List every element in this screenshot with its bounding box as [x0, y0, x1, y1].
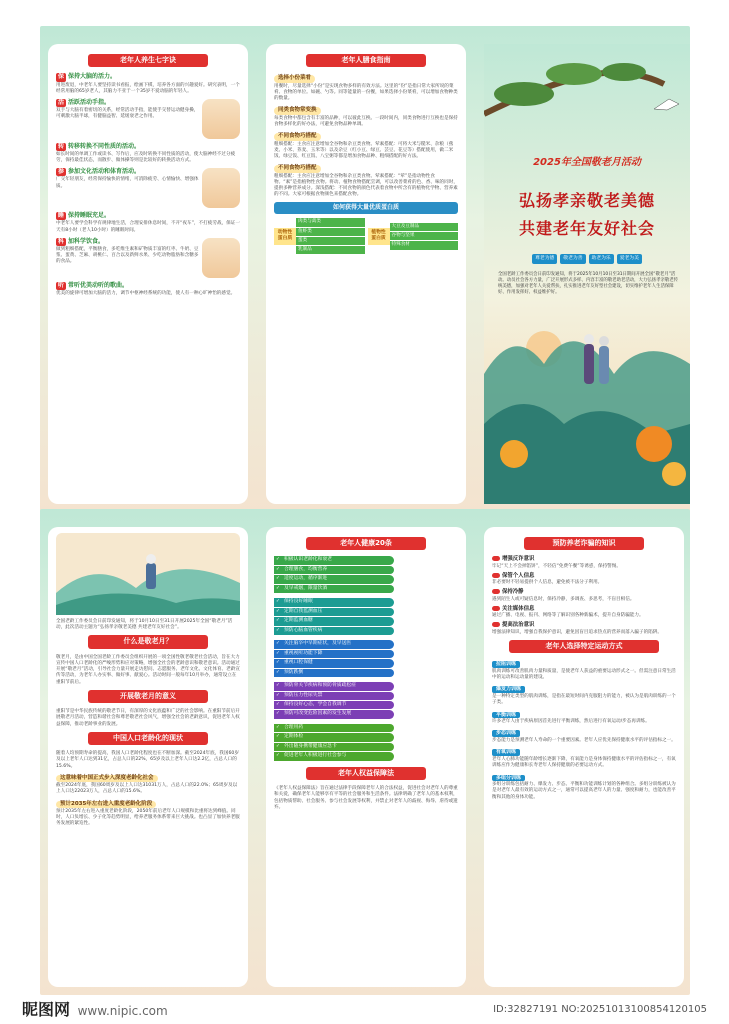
tip-title-text: 保持睡眠充足。 — [68, 212, 111, 220]
tip-item — [56, 212, 240, 233]
health-item — [274, 640, 458, 648]
health-item-label: ✓ 保持良好睡眠 — [274, 598, 394, 606]
diet-text: 用餐时，尽量选择“小份”是实现食物多样的有效方法。这里的“份”是指日常大家所说的菜肴、食物的单位。如碗、勺等。同等能量的一份餐，如果选择小份菜肴，可以增加食物种类的数量。 — [274, 83, 458, 102]
tip-body — [56, 212, 240, 233]
fraud-bullet-icon — [492, 573, 500, 578]
health-item-label: ✓ 积极认识老龄化和衰老 — [274, 556, 394, 564]
tip-title-text: 转移转换不同性质的活动。 — [68, 142, 141, 150]
tip-title-text: 活跃活动手指。 — [68, 98, 111, 106]
tip-item — [56, 143, 240, 164]
health-item-label: ✓ 预防心脑血管疾病 — [274, 627, 394, 635]
diet-subtitle: 不同食物巧搭配 — [274, 165, 321, 172]
fraud-title — [492, 556, 676, 563]
fraud-text: 遇到陌生人或可疑信息时，保持冷静，多调查、多思考，不盲目相信。 — [492, 596, 635, 602]
health-item — [274, 733, 458, 741]
diet-subtitle: 不同食物巧搭配 — [274, 133, 321, 140]
tip-title — [56, 73, 240, 81]
health-item-label: ✓ 定期体检 — [274, 733, 394, 741]
tip-key: 转 — [58, 142, 65, 150]
exercise-text: 肌肉训练可改善肌肉力量和质量，是使老年人获益的重要运动形式之一。但需注意日常生活中的运动和运动量的建设。 — [492, 669, 676, 681]
cover-panel — [484, 44, 690, 504]
panel-title: 老年人养生七字诀 — [88, 54, 208, 67]
tip-text: 双手与大脑有着密切的关系，经常活动手指，能使手交替运动健身操，可刺激大脑半球，有健脑益智、延缓衰老之作用。 — [56, 108, 199, 120]
exercise-list — [492, 659, 676, 801]
tip-illustration — [202, 238, 240, 278]
diet-text: 粗细搭配：主食应注意增加全谷物和杂豆类食物。荤素搭配：“荤”是指动物性食物。“素”是指植物性食物。将动、植物食物搭配烹调，可以改善菜肴的色、香、味的同时，提供多种营养成分。深浅搭配：不同食物的颜色代表着食物中所含有的植物化学物、营养素的不同。大家可根据食物颜色来搭配食物。 — [274, 173, 458, 198]
health-item-label: ✓ 保持良好心态，学会自我调节 — [274, 701, 394, 709]
panel-health-20 — [266, 527, 466, 987]
health-item-label: ✓ 预防骨关节疾病和预防骨质疏松症 — [274, 682, 394, 690]
tip-item — [56, 282, 240, 297]
health-item — [274, 575, 458, 583]
panel-anti-fraud — [484, 527, 684, 987]
fraud-bullet-icon — [492, 622, 500, 627]
panel-title: 老年人健康20条 — [306, 537, 426, 550]
health-item-label: ✓ 关注脑卒中早期症状，及早送医 — [274, 640, 394, 648]
health-item — [274, 650, 458, 658]
tip-text: 用进废退，中老年人要坚持读书看报，绘画下棋，培养各方面的兴趣爱好。研究表明，一个经常用脑的65岁老人，其脑力不亚于一个35岁不爱动脑的年轻人。 — [56, 82, 240, 94]
health-group — [274, 724, 458, 761]
tip-item — [56, 168, 240, 208]
tip-text: 做到粗细搭配，平衡膳食，多吃维生素和矿物质丰富的红枣、牛奶、豆浆、蛋黄、芝麻、胡桃仁、百合以及新鲜水果、少吃动物脂肪和含糖多的食品。 — [56, 246, 199, 265]
health-item-label: ✓ 促进老年人积极进行社会参与 — [274, 752, 394, 760]
health-group — [274, 598, 458, 635]
footer-logo: 昵图网 — [22, 1000, 71, 1020]
tip-title-text: 常听优美动听的歌曲。 — [68, 281, 129, 289]
tip-key: 活 — [58, 98, 65, 106]
tip-text: 中老年人要学会科学有规律地生活，合理安排休息时间，不开“夜车”，不打疲劳战，保证一天有8小时（老人10小时）的睡眠时间。 — [56, 221, 240, 233]
tip-title-text: 加科学饮食。 — [68, 237, 105, 245]
protein-item: 蛋类 — [296, 237, 365, 245]
section-text: 重阳节是中华民族传统的敬老节日，有深厚的文化底蕴和广泛的社会影响。在重阳节前后开展敬老月活动，营造和谐社会和尊老敬老社会风气，增强全社会的老龄意识，促进老年人权益保障，推动老龄事业的发展。 — [56, 709, 240, 727]
health-group — [274, 556, 458, 593]
protein-items — [390, 222, 459, 251]
diet-subtitle: 选择小份菜肴 — [274, 75, 315, 82]
health-item-label: ✓ 适度运动，循序渐进 — [274, 575, 394, 583]
tip-item — [56, 73, 240, 94]
fraud-item — [492, 589, 676, 602]
panel-health-tips — [48, 44, 248, 504]
fraud-title-text: 保管个人信息 — [502, 572, 535, 579]
tip-illustration — [202, 99, 240, 139]
health-item-label: ✓ 重视口腔保健 — [274, 659, 394, 667]
exercise-title: 步态训练 — [492, 730, 520, 737]
exercise-text: 老年人心肺功能随年龄增长逐渐下降，有氧能力是身体保持健康水平的评估指标之一，有氧训练应作为健康和长寿老年人保持健康的必要运动方式。 — [492, 757, 676, 769]
tip-title — [56, 282, 240, 290]
brochure-inside — [40, 509, 690, 995]
fraud-item — [492, 556, 676, 569]
health-item — [274, 682, 458, 690]
health-item — [274, 566, 458, 574]
health-item — [274, 585, 458, 593]
fraud-item — [492, 573, 676, 586]
health-item — [274, 627, 458, 635]
rights-text: 《老年人权益保障法》旨在通过法律手段保障老年人的合法权益，促进社会对老年人的尊重和关爱，确保老年人能够享有平等的社会服务和生活条件。法律明确了老年人的基本权利，包括物质帮助、社会服务、参与社会发展等权利，并禁止对老年人的歧视、侮辱、虐待或遗弃。 — [274, 786, 458, 810]
health-groups — [274, 556, 458, 760]
fraud-bullet-icon — [492, 606, 500, 611]
section-title: 中国人口老龄化的现状 — [88, 732, 208, 745]
panel-title: 预防养老诈骗的知识 — [524, 537, 644, 550]
tip-title — [56, 168, 199, 176]
health-item-label: ✓ 重视视听功能下降 — [274, 650, 394, 658]
health-item — [274, 692, 458, 700]
panel-elder-month — [48, 527, 248, 987]
fraud-text: 通过广播、电视、报刊、网络等了解识别各种新骗术，提升自身防骗能力。 — [492, 613, 644, 619]
fraud-text: 牢记“天上不会掉馅饼”，不轻信“免费午餐”等诱惑，保持警惕。 — [492, 563, 621, 569]
tip-body — [56, 73, 240, 94]
exercise-title: 拉阻训练 — [492, 661, 520, 668]
section-title: 开展敬老月的意义 — [88, 690, 208, 703]
health-item — [274, 669, 458, 677]
rights-title: 老年人权益保障法 — [306, 767, 426, 780]
health-item-label: ✓ 合理用药 — [274, 724, 394, 732]
health-item-label: ✓ 预防跌倒 — [274, 669, 394, 677]
health-item — [274, 752, 458, 760]
tips-list — [56, 73, 240, 297]
protein-item: 大豆及豆制品 — [390, 223, 459, 231]
cover-slogan-2: 共建老年友好社会 — [518, 219, 655, 238]
health-item — [274, 659, 458, 667]
tip-title — [56, 99, 199, 107]
health-item — [274, 617, 458, 625]
illustration-elder-scene — [56, 533, 240, 615]
health-item-label: ✓ 定期自我监测血压 — [274, 608, 394, 616]
panel-diet-guide — [266, 44, 466, 504]
health-group — [274, 640, 458, 677]
fraud-title-text: 关注媒体信息 — [502, 605, 535, 612]
fraud-title — [492, 622, 676, 629]
fraud-title-text: 提高法治意识 — [502, 622, 535, 629]
health-item — [274, 608, 458, 616]
exercise-text: 步态能力是预测老年人寿命的一个重要因素。老年人应优先保持健康水平的评估指标之一。 — [492, 738, 676, 744]
health-item — [274, 710, 458, 718]
watermark-footer — [0, 996, 729, 1024]
diet-subtitle: 同类食物常变换 — [274, 107, 321, 114]
fraud-item — [492, 622, 676, 635]
diet-text: 每类食物中都包含有丰富的品种，可以彼此互换。一段时间内，同类食物进行互换也是保持食物多样化的好办法，可避免食物品种单调。 — [274, 115, 458, 128]
fraud-list — [492, 556, 676, 635]
cover-tag: 助老为乐 — [589, 254, 614, 264]
intro-text: 全国老龄工作委员会日前印发通知，将于10月10日至31日开展2025年全国“敬老月”活动，此次活动主题为“弘扬孝亲敬老美德 共建老年友好社会”。 — [56, 619, 233, 631]
tip-key: 听 — [58, 281, 65, 289]
tip-title — [56, 238, 199, 246]
sub-text: 截至2024年底，我国60周岁及以上人口达31031万人，占总人口的22.0%；65周岁及以上人口达22023万人，占总人口的15.6%。 — [56, 783, 238, 795]
section-title: 什么是敬老月？ — [88, 635, 208, 648]
health-group — [274, 682, 458, 719]
subtitle: 这意味着中国正式步入深度老龄化社会 — [56, 775, 158, 782]
exercise-text: 多组分训练包括耐力、爆发力、步态、平衡和功能训练计划的各种组合。多组分训练被认为是对老年人最有效的运动方式之一，通常可以提高老年人的力量、强度和耐力，也能改善平衡和其他的身体功能。 — [492, 782, 676, 800]
tip-title-text: 参加文化活动和体育活动。 — [68, 168, 141, 176]
cover-slogan-1: 弘扬孝亲敬老美德 — [518, 191, 655, 210]
tip-key: 科 — [58, 237, 65, 245]
health-item-label: ✓ 外出随身携带健康应急卡 — [274, 743, 394, 751]
tip-title-text: 保持大脑的活力。 — [68, 73, 117, 81]
exercise-title: 有氧训练 — [492, 749, 520, 756]
diet-text: 粗细搭配：主食应注意增加全谷物和杂豆类食物。荤素搭配：可将大米与糙米、杂粮（燕麦、小米、荞麦、玉米等）以及杂豆（红小豆、绿豆、芸豆、花豆等）搭配使用，做二米饭、绿豆饭、红豆饭、八宝粥等都是增加食物品种、粗细搭配的好方法。 — [274, 141, 454, 160]
fraud-title — [492, 589, 676, 596]
section-text: 敬老月，是由中国全国老龄工作委员会组织开展的一项全国性敬老敬老社会活动，旨在大力宣传中国人口老龄化的严峻形势和应对策略，增强全社会的老龄意识和敬老意识。活动通过开展“敬老月”活动，引导社会力量开展走访慰问、志愿服务、老年文化、文化体育、老龄宣传等活动，为老年人办实事、做好事、献爱心。活动时间一般每年10月举办，通常设立在重阳节前后。 — [56, 654, 240, 685]
cover-intro: 全国老龄工作委员会日前印发通知，将于2025年10月10日至31日期间开展全国“敬老月”活动。动员社会各方力量，广泛开展形式多样、内容丰富的敬老助老活动，大力弘扬孝亲敬老传统美德，加强对老年人关爱帮扶，扎实推进老年友好型社会建设，切实维护老年人生活保障好、作用发挥好、权益维护好。 — [498, 272, 679, 295]
tip-key: 参 — [58, 168, 65, 176]
tip-body — [56, 99, 199, 139]
protein-item: 肉类与禽类 — [296, 218, 365, 226]
brochure-outside — [40, 26, 690, 512]
section-text: 随着人均预期寿命的提高，我国人口老龄化程度也在不断加深。截至2024年底，我国60岁及以上老年人口达到31亿，占总人口的22%，65岁及以上老年人口达2.2亿，占总人口的15.6%。 — [56, 751, 239, 769]
tip-item — [56, 238, 240, 278]
fraud-item — [492, 606, 676, 619]
cover-tag: 尊老为德 — [532, 254, 557, 264]
tip-key: 保 — [58, 73, 65, 81]
exercise-text: 许多老年人由于疾病原因首先进行平衡训练，然后进行有氧运动/步态再训练。 — [492, 719, 650, 725]
fraud-text: 增强法律知识，增强自我保护意识，避免因盲目追求热点的营养而落入骗子的陷阱。 — [492, 629, 662, 635]
tip-body — [56, 168, 199, 208]
tip-title — [56, 143, 240, 151]
tip-title — [56, 212, 240, 220]
fraud-bullet-icon — [492, 556, 500, 561]
protein-column — [274, 217, 365, 255]
exercise-title: 老年人选择特定运动方式 — [509, 640, 659, 653]
protein-item: 鱼虾类 — [296, 228, 365, 236]
protein-grid — [274, 217, 458, 255]
footer-site: www.nipic.com — [77, 1004, 168, 1019]
protein-column — [368, 217, 459, 255]
health-item — [274, 598, 458, 606]
tip-text: 广交年轻朋友，经常保持愉快的情绪，可消除疲劳、心情愉快、增强体质。 — [56, 177, 199, 189]
health-item — [274, 743, 458, 751]
protein-item: 特殊食材 — [390, 241, 459, 249]
protein-title: 如何获得大量优质蛋白质 — [274, 202, 458, 214]
sub-text: 预计2035年左右进入重度老龄化阶段，2050年前后老年人口规模和比重将达到峰值。同时，人口负增长、少子化等趋势明显，给养老服务体系带来巨大挑战。也凸显了加快养老服务发展的紧迫性。 — [56, 808, 240, 827]
health-item-label: ✓ 及早戒烟，限量饮酒 — [274, 585, 394, 593]
tip-body — [56, 238, 199, 278]
tip-body — [56, 143, 240, 164]
fraud-bullet-icon — [492, 589, 500, 594]
cover-tag: 敬老为善 — [560, 254, 585, 264]
diet-sections — [274, 73, 458, 198]
health-item — [274, 701, 458, 709]
exercise-title: 多组分训练 — [492, 775, 525, 782]
health-item-label: ✓ 合理膳食，均衡营养 — [274, 566, 394, 574]
tip-illustration — [202, 168, 240, 208]
health-item-label: ✓ 预防压力性尿失禁 — [274, 692, 394, 700]
exercise-text: 是一种特定类型的肌肉训练，是指在最短时间内克服阻力的能力，被认为是肌肉训练的一个子类。 — [492, 694, 676, 706]
protein-item: 乳制品 — [296, 246, 365, 254]
tip-item — [56, 99, 240, 139]
protein-label: 植物性蛋白质 — [368, 228, 390, 245]
cover-tags — [484, 254, 690, 264]
health-item-label: ✓ 预防可改变危险因素的发生发展 — [274, 710, 394, 718]
exercise-title: 平衡训练 — [492, 712, 520, 719]
protein-item: 谷物与坚果 — [390, 232, 459, 240]
tip-key: 睡 — [58, 212, 65, 220]
footer-brand — [22, 999, 168, 1021]
fraud-title-text: 保持冷静 — [502, 589, 524, 596]
panel-title: 老年人膳食指南 — [306, 54, 426, 67]
health-item — [274, 724, 458, 732]
protein-items — [296, 217, 365, 255]
cover-event-title: 2025年全国敬老月活动 — [533, 157, 641, 168]
health-item-label: ✓ 定期监测血糖 — [274, 617, 394, 625]
tip-text: 如长时间的单调工作或读书、写作后，应及时转换不同性质的活动，使大脑神经不过分疲劳，保持最佳状态，而散步、做体操等则是比较好的转换活动方式。 — [56, 152, 236, 164]
subtitle: 预计2035年左右进入重度老龄化阶段 — [56, 801, 156, 808]
protein-label: 动物性蛋白质 — [274, 228, 296, 245]
footer-id: ID:32827191 NO:20251013100854120105 — [493, 1004, 707, 1016]
tip-body — [56, 282, 240, 297]
fraud-text: 非必要时不轻易提供个人信息，避免被不法分子利用。 — [492, 580, 603, 586]
exercise-title: 爆发力训练 — [492, 686, 525, 693]
health-item — [274, 556, 458, 564]
cover-tag: 爱老为美 — [617, 254, 642, 264]
tip-text: 优美的旋律可增加大脑的活力，调节中枢神经系统的功能，使人有一种心旷神怡的感觉。 — [56, 290, 236, 296]
fraud-title-text: 增强反诈意识 — [502, 556, 535, 563]
